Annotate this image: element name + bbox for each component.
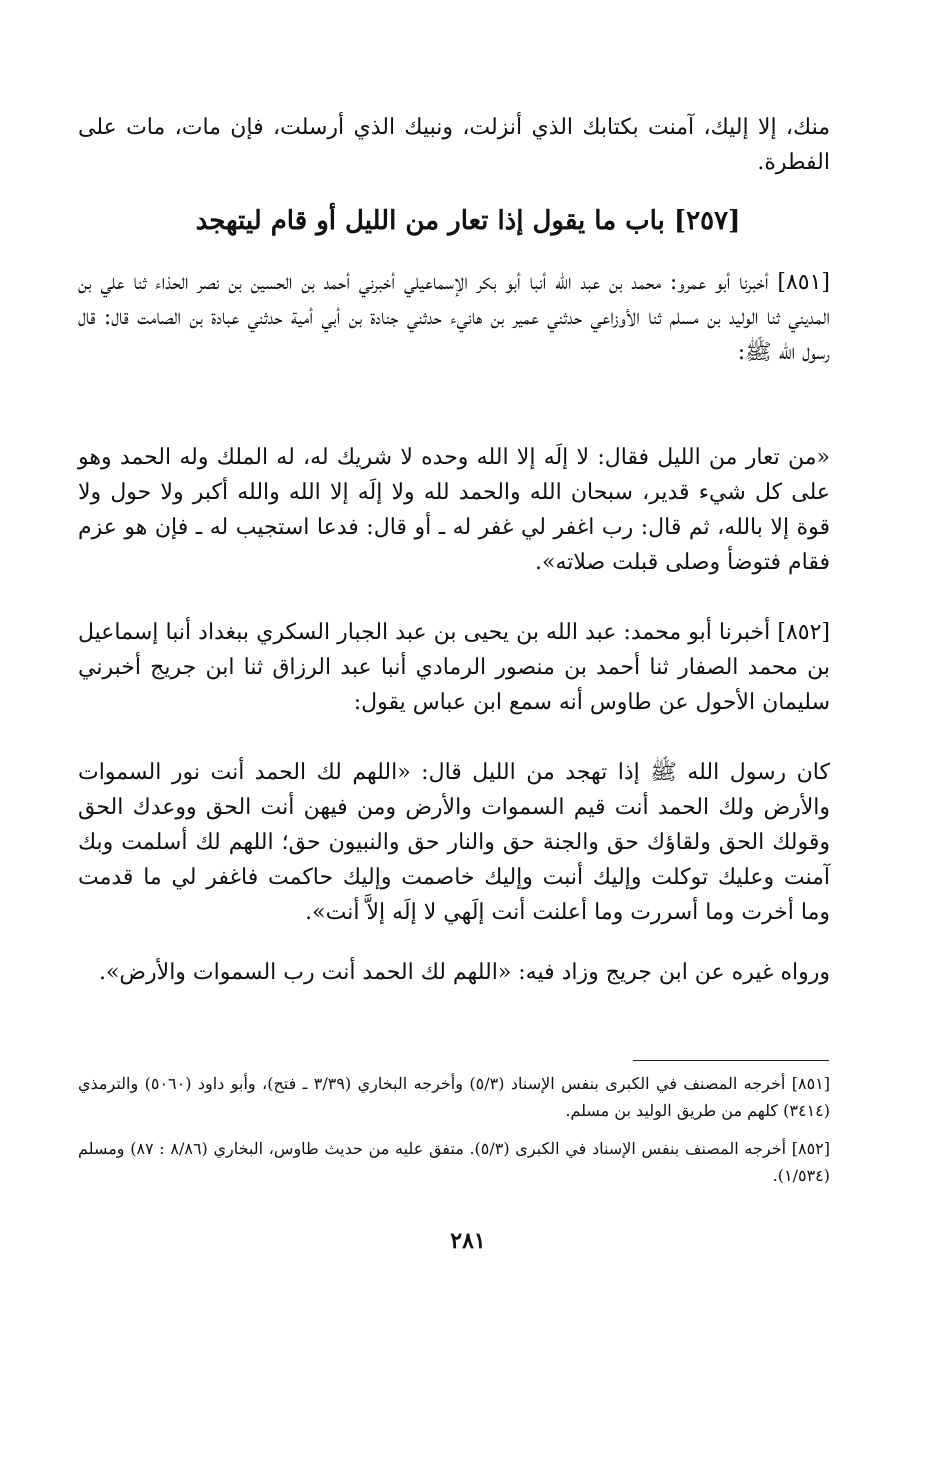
page-number: ٢٨١ (450, 1228, 486, 1254)
footnote-852: [٨٥٢] أخرجه المصنف بنفس الإسناد في الكبرى (٥/٣). متفق عليه من حديث طاوس، البخاري (٨/٨٦ : ٨٧) ومسلم (١/٥٣٤). (78, 1139, 831, 1185)
hadith-851-matn: «من تعار من الليل فقال: لا إلَه إلا الله وحده لا شريك له، له الملك وله الحمد وهو على كل شيء قدير، سبحان الله والحمد لله ولا إلَه إلا الله والله أكبر ولا حول ولا قوة إلا بالله، ثم قال: رب اغفر لي غفر له ـ أو قال: فدعا استجيب له ـ فإن هو عزم فقام فتوضأ وصلى قبلت صلاته». (78, 445, 830, 575)
hadith-851-isnad: [٨٥١] أخبرنا أبو عمرو: محمد بن عبد الله أنبا أبو بكر الإسماعيلي أخبرني أحمد بن الحسين بن نصر الحذاء ثنا علي بن المديني ثنا الوليد بن مسلم ثنا الأوزاعي حدثني عمير بن هانيء حدثني جنادة بن أبي أمية حدثني عبادة بن الصامت قال: قال رسول الله ﷺ: (78, 270, 830, 365)
hadith-852-matn: كان رسول الله ﷺ إذا تهجد من الليل قال: «اللهم لك الحمد أنت نور السموات والأرض ولك الحمد أنت قيم السموات والأرض ومن فيهن أنت الحق ووعدك الحق وقولك الحق ولقاؤك حق والجنة حق والنار حق والنبيون حق؛ اللهم لك أسلمت وبك آمنت وعليك توكلت وإليك أنبت وإليك خاصمت وإليك حاكمت فاغفر لي ما قدمت وما أخرت وما أسررت وما أعلنت أنت إلَهي لا إلَه إلاَّ أنت». (78, 760, 830, 925)
footnote-851: [٨٥١] أخرجه المصنف في الكبرى بنفس الإسناد (٥/٣) وأخرجه البخاري (٣/٣٩ ـ فتح)، وأبو داود (٥٠٦٠) والترمذي (٣٤١٤) كلهم من طريق الوليد بن مسلم. (78, 1074, 831, 1120)
footnote-divider (633, 1060, 829, 1061)
continuation-text: منك، إلا إليك، آمنت بكتابك الذي أنزلت، ونبيك الذي أرسلت، فإن مات، مات على الفطرة. (78, 115, 830, 175)
chapter-heading: [٢٥٧] باب ما يقول إذا تعار من الليل أو قام ليتهجد (195, 206, 741, 236)
hadith-852-isnad: [٨٥٢] أخبرنا أبو محمد: عبد الله بن يحيى بن عبد الجبار السكري ببغداد أنبا إسماعيل بن محمد الصفار ثنا أحمد بن منصور الرمادي أنبا عبد الرزاق ثنا ابن جريج أخبرني سليمان الأحول عن طاوس أنه سمع ابن عباس يقول: (78, 620, 830, 715)
hadith-852-addition: ورواه غيره عن ابن جريج وزاد فيه: «اللهم لك الحمد أنت رب السموات والأرض». (98, 960, 830, 985)
